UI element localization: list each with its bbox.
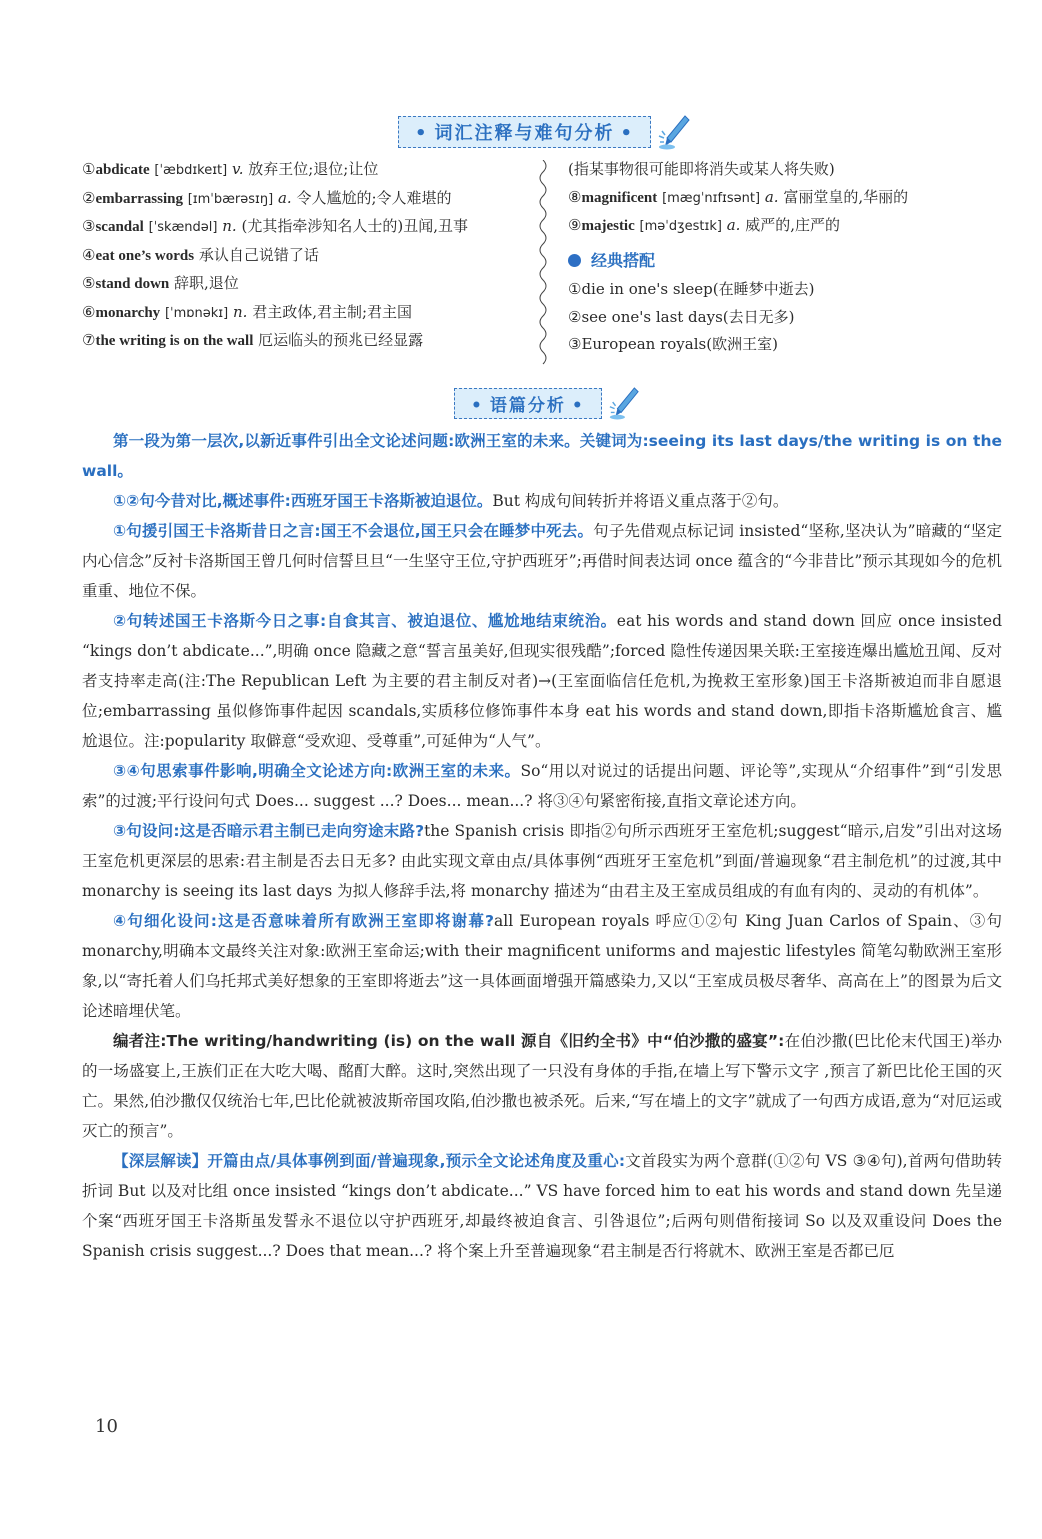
vocab-continuation: (指某事物很可能即将消失或某人将失败) [568, 160, 835, 178]
vocab-item: ⑤stand down 辞职,退位 [82, 274, 239, 292]
analysis-section-header [454, 386, 640, 420]
bullet-dot-icon [568, 254, 581, 267]
vocab-item: ⑥monarchy [ˈmɒnəkɪ] n. 君主政体,君主制;君主国 [82, 302, 413, 321]
vocab-item: ⑧magnificent [mægˈnɪfɪsənt] a. 富丽堂皇的,华丽的 [568, 187, 909, 206]
vocab-section-badge: • 词汇注释与难句分析 • [398, 116, 651, 148]
analysis-paragraph: 第一段为第一层次,以新近事件引出全文论述问题:欧洲王室的未来。关键词为:seeing its last days/the writing is on the wall。 [82, 432, 1002, 480]
collocation-item: ③European royals(欧洲王室) [568, 335, 778, 353]
vocab-item: ④eat one’s words 承认自己说错了话 [82, 245, 319, 264]
analysis-paragraph: ①句援引国王卡洛斯昔日之言:国王不会退位,国王只会在睡梦中死去。句子先借观点标记词 insisted“坚称,坚决认为”暗藏的“坚定内心信念”反衬卡洛斯国王曾几何时信誓旦旦“一生坚守王位,守护西班牙”;再借时间表达词 once 蕴含的“今非昔比”预示其现如今的危机重重、地位不保。 [82, 522, 1002, 600]
vocab-item: ②embarrassing [ɪmˈbærəsɪŋ] a. 令人尴尬的;令人难堪的 [82, 188, 452, 207]
deep-reading: 【深层解读】开篇由点/具体事例到面/普遍现象,预示全文论述角度及重心:文首段实为两个意群(①②句 VS ③④句),首两句借助转折词 But 以及对比组 once insisted “kings don’t abdicate...” VS have forced him to eat his words and stand down 先呈递个案“西班牙国王卡洛斯虽发誓永不退位以守护西班牙,却最终被迫食言、引咎退位”;后两句则借衔接词 So 以及双重设问 Does the Spanish crisis suggest...? Does that mean...? 将个案上升至普遍现象“君主制是否行将就木、欧洲王室是否都已厄 [82, 1152, 1002, 1260]
analysis-paragraph: ③④句思索事件影响,明确全文论述方向:欧洲王室的未来。So“用以对说过的话提出问题、评论等”,实现从“介绍事件”到“引发思索”的过渡;平行设问句式 Does... suggest ...? Does... mean...? 将③④句紧密衔接,直指文章论述方向。 [82, 762, 1002, 810]
analysis-paragraph: ①②句今昔对比,概述事件:西班牙国王卡洛斯被迫退位。But 构成句间转折并将语义重点落于②句。 [113, 492, 789, 510]
analysis-body [82, 426, 1002, 1266]
vocab-item: ⑦the writing is on the wall 厄运临头的预兆已经显露 [82, 331, 424, 349]
analysis-paragraph: ③句设问:这是否暗示君主制已走向穷途末路?the Spanish crisis 即指②句所示西班牙王室危机;suggest“暗示,启发”引出对这场王室危机更深层的思索:君主制是否去日无多? 由此实现文章由点/具体事例“西班牙王室危机”到面/普遍现象“君主制危机”的过渡,其中 monarchy is seeing its last days 为拟人修辞手法,将 monarchy 描述为“由君主及王室成员组成的有血有肉的、灵动的有机体”。 [82, 822, 1002, 900]
collocations-heading: 经典搭配 [568, 247, 1008, 275]
vocab-item: ①abdicate [ˈæbdɪkeɪt] v. 放弃王位;退位;让位 [82, 160, 379, 178]
pen-icon [657, 114, 691, 150]
wavy-divider [536, 160, 550, 366]
vocab-section-header [398, 114, 691, 150]
analysis-section-title: 语篇分析 [489, 395, 566, 416]
collocation-item: ①die in one's sleep(在睡梦中逝去) [568, 280, 815, 298]
analysis-section-badge: • 语篇分析 • [454, 388, 602, 419]
vocab-item: ⑨majestic [məˈdʒestɪk] a. 威严的,庄严的 [568, 216, 840, 234]
pen-icon [608, 386, 640, 420]
editor-note: 编者注:The writing/handwriting (is) on the wall 源自《旧约全书》中“伯沙撒的盛宴”:在伯沙撒(巴比伦末代国王)举办的一场盛宴上,王族们正在大吃大喝、酩酊大醉。这时,突然出现了一只没有身体的手指,在墙上写下警示文字 ,预言了新巴比伦王国的灭亡。果然,伯沙撒仅仅统治七年,巴比伦就被波斯帝国攻陷,伯沙撒也被杀死。后来,“写在墙上的文字”就成了一句西方成语,意为“对厄运或灭亡的预言”。 [82, 1032, 1002, 1140]
collocation-item: ②see one's last days(去日无多) [568, 307, 795, 326]
vocab-section-title: 词汇注释与难句分析 [434, 123, 615, 144]
analysis-paragraph: ④句细化设问:这是否意味着所有欧洲王室即将谢幕?all European royals 呼应①②句 King Juan Carlos of Spain、③句 monarchy,明确本文最终关注对象:欧洲王室命运;with their magnificent uniforms and majestic lifestyles 简笔勾勒欧洲王室形象,以“寄托着人们乌托邦式美好想象的王室即将逝去”这一具体画面增强开篇感染力,又以“王室成员极尽奢华、高高在上”的图景为后文论述暗埋伏笔。 [82, 912, 1002, 1020]
analysis-paragraph: ②句转述国王卡洛斯今日之事:自食其言、被迫退位、尴尬地结束统治。eat his words and stand down 回应 once insisted “kings don’t abdicate...”,明确 once 隐藏之意“誓言虽美好,但现实很残酷”;forced 隐性传递因果关联:王室接连爆出尴尬丑闻、反对者支持率走高(注:The Republican Left 为主要的君主制反对者)→(王室面临信任危机,为挽救王室形象)国王卡洛斯被迫而非自愿退位;embarrassing 虽似修饰事件起因 scandals,实质移位修饰事件本身 eat his words and stand down,即指卡洛斯尴尬食言、尴尬退位。注:popularity 取僻意“受欢迎、受尊重”,可延伸为“人气”。 [82, 612, 1002, 750]
vocab-list-right [568, 156, 1008, 359]
vocab-item: ③scandal [ˈskændəl] n. (尤其指牵涉知名人士的)丑闻,丑事 [82, 217, 468, 235]
vocab-list-left [82, 156, 532, 356]
page-number: 10 [95, 1416, 118, 1437]
